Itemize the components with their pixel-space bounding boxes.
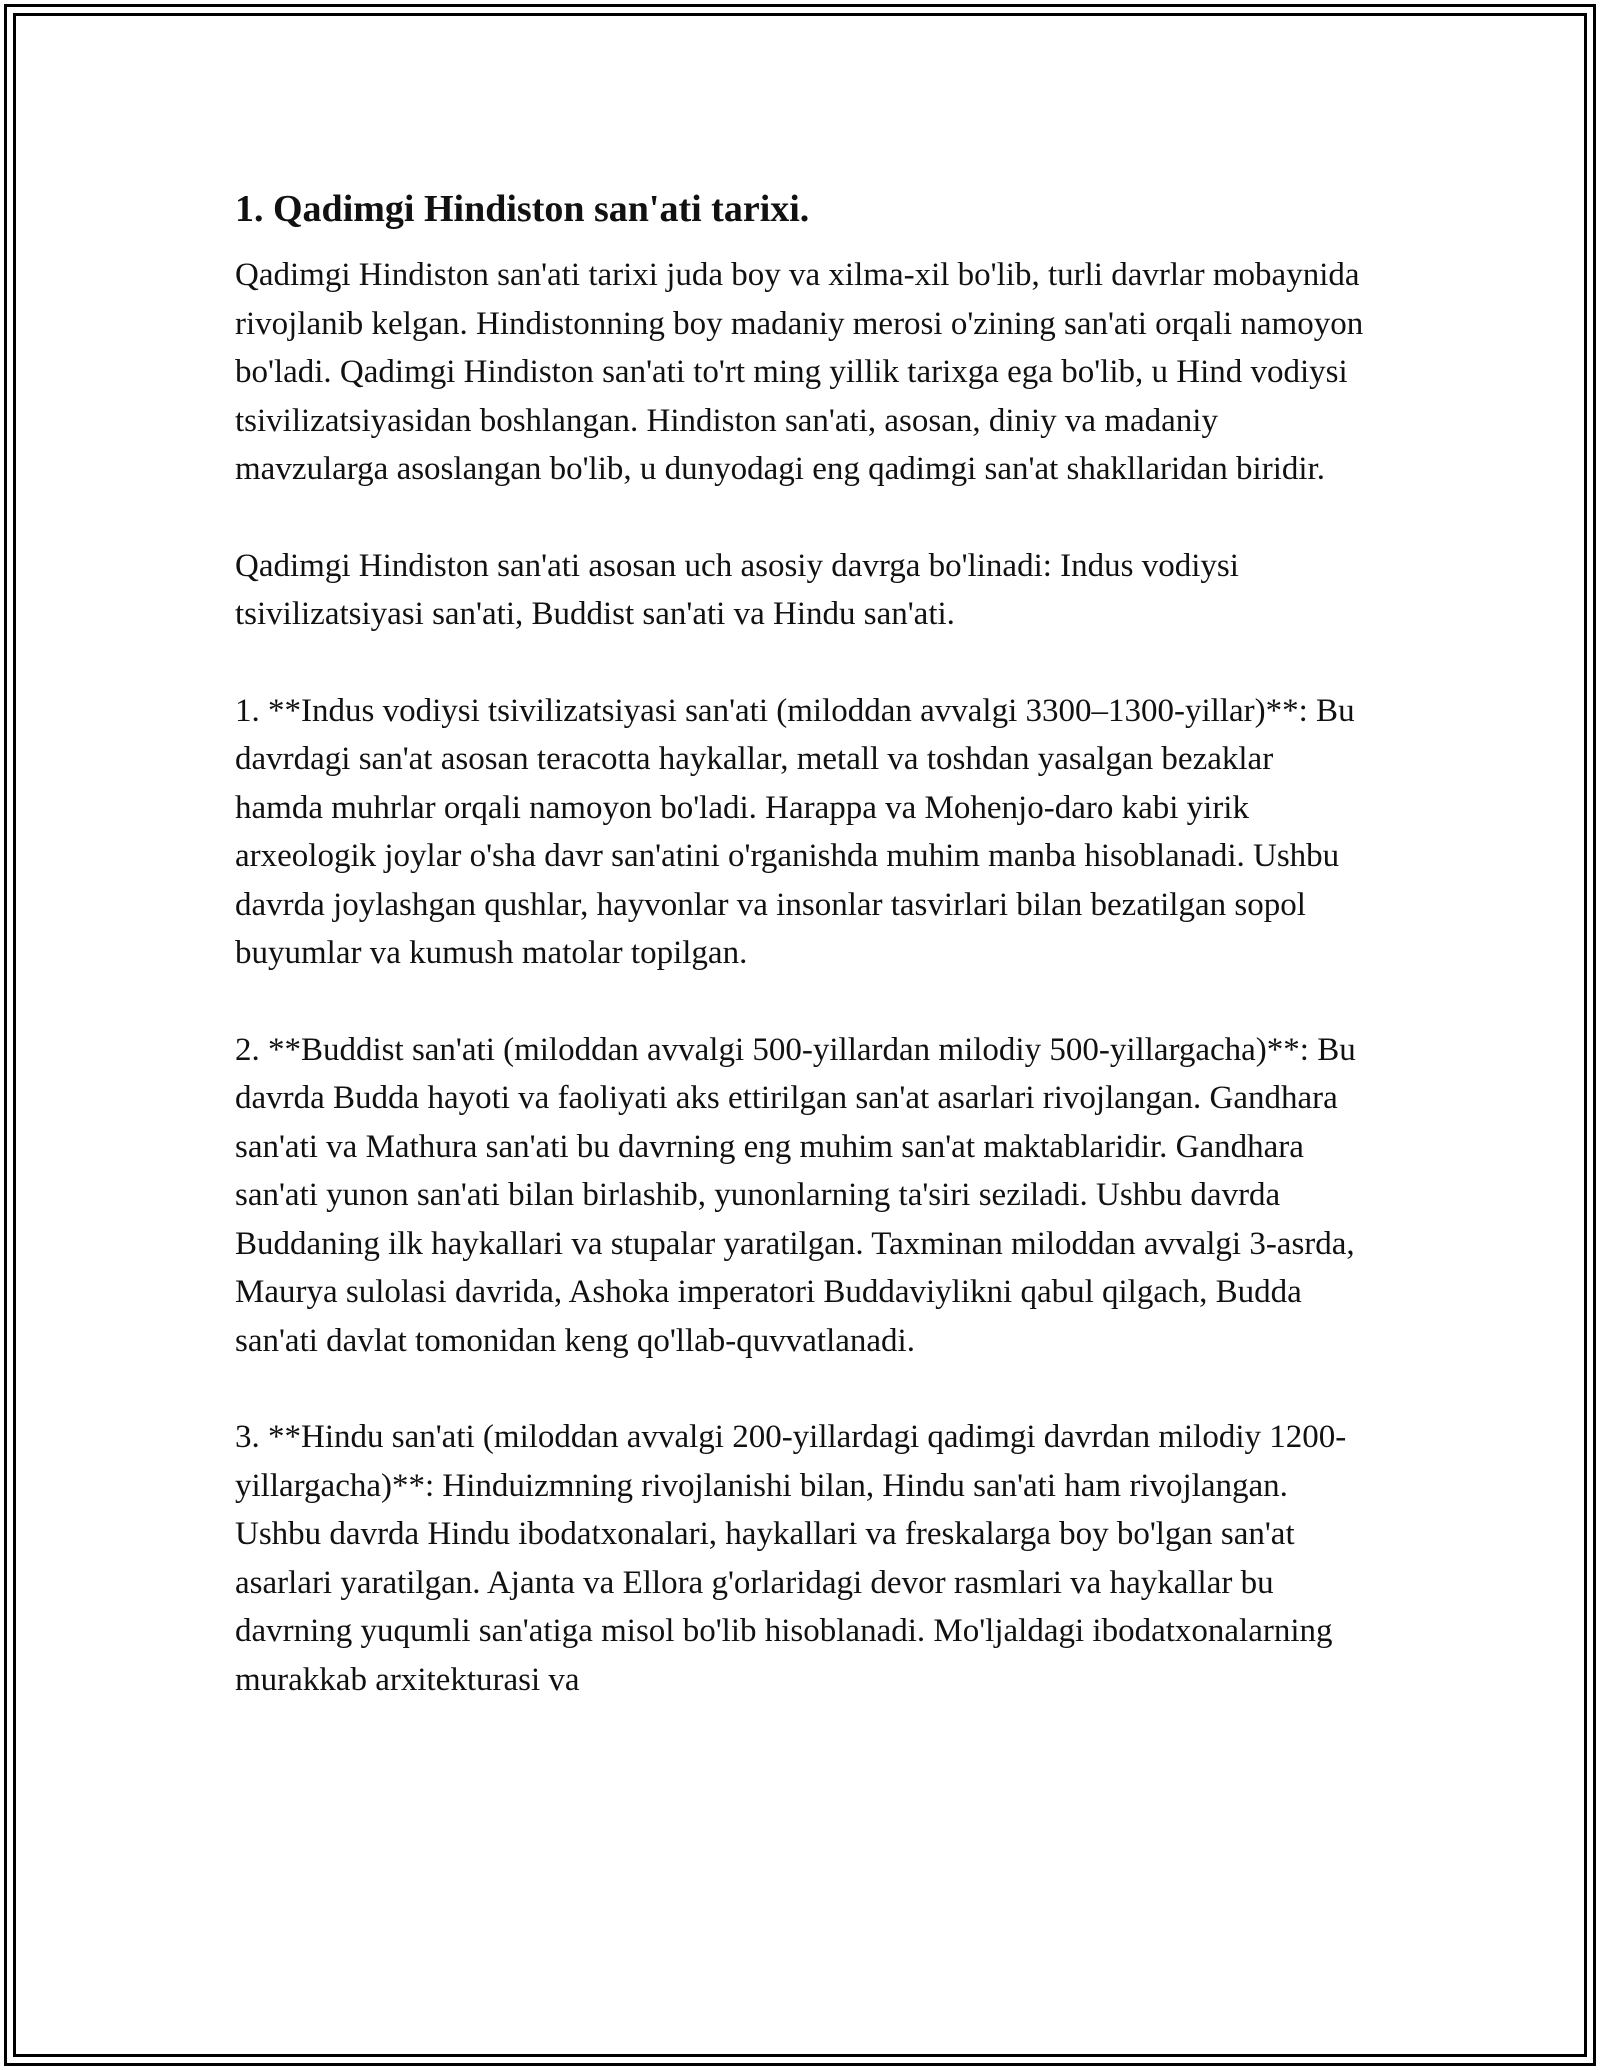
- paragraph-indus: 1. **Indus vodiysi tsivilizatsiyasi san'ati (miloddan avvalgi 3300–1300-yillar)**: Bu davrdagi san'at asosan teracotta haykallar, metall va toshdan yasalgan bezaklar hamda muhrlar orqali namoyon bo'ladi. Harappa va Mohenjo-daro kabi yirik arxeologik joylar o'sha davr san'atini o'rganishda muhim manba hisoblanadi. Ushbu davrda joylashgan qushlar, hayvonlar va insonlar tasvirlari bilan bezatilgan sopol buyumlar va kumush matolar topilgan.: [235, 692, 1355, 971]
- paragraph-buddhist: 2. **Buddist san'ati (miloddan avvalgi 500-yillardan milodiy 500-yillargacha)**: Bu davrda Budda hayoti va faoliyati aks ettirilgan san'at asarlari rivojlangan. Gandhara san'ati va Mathura san'ati bu davrning eng muhim san'at maktablaridir. Gandhara san'ati yunon san'ati bilan birlashib, yunonlarning ta'siri seziladi. Ushbu davrda Buddaning ilk haykallari va stupalar yaratilgan. Taxminan miloddan avvalgi 3-asrda, Maurya sulolasi davrida, Ashoka imperatori Buddaviylikni qabul qilgach, Budda san'ati davlat tomonidan keng qo'llab-quvvatlanadi.: [235, 1031, 1356, 1359]
- paragraph-periods: Qadimgi Hindiston san'ati asosan uch asosiy davrga bo'linadi: Indus vodiysi tsivilizatsiyasi san'ati, Buddist san'ati va Hindu san'ati.: [235, 547, 1239, 632]
- document-title: 1. Qadimgi Hindiston san'ati tarixi.: [235, 188, 810, 230]
- paragraph-hindu: 3. **Hindu san'ati (miloddan avvalgi 200-yillardagi qadimgi davrdan milodiy 1200-yillargacha)**: Hinduizmning rivojlanishi bilan, Hindu san'ati ham rivojlangan. Ushbu davrda Hindu ibodatxonalari, haykallari va freskalarga boy bo'lgan san'at asarlari yaratilgan. Ajanta va Ellora g'orlaridagi devor rasmlari va haykallar bu davrning yuqumli san'atiga misol bo'lib hisoblanadi. Mo'ljaldagi ibodatxonalarning murakkab arxitekturasi va: [235, 1419, 1347, 1698]
- document-body: [235, 185, 1365, 1752]
- paragraph-intro: Qadimgi Hindiston san'ati tarixi juda boy va xilma-xil bo'lib, turli davrlar mobaynida rivojlanib kelgan. Hindistonning boy madaniy merosi o'zining san'ati orqali namoyon bo'ladi. Qadimgi Hindiston san'ati to'rt ming yillik tarixga ega bo'lib, u Hind vodiysi tsivilizatsiyasidan boshlangan. Hindiston san'ati, asosan, diniy va madaniy mavzularga asoslangan bo'lib, u dunyodagi eng qadimgi san'at shakllaridan biridir.: [235, 257, 1364, 487]
